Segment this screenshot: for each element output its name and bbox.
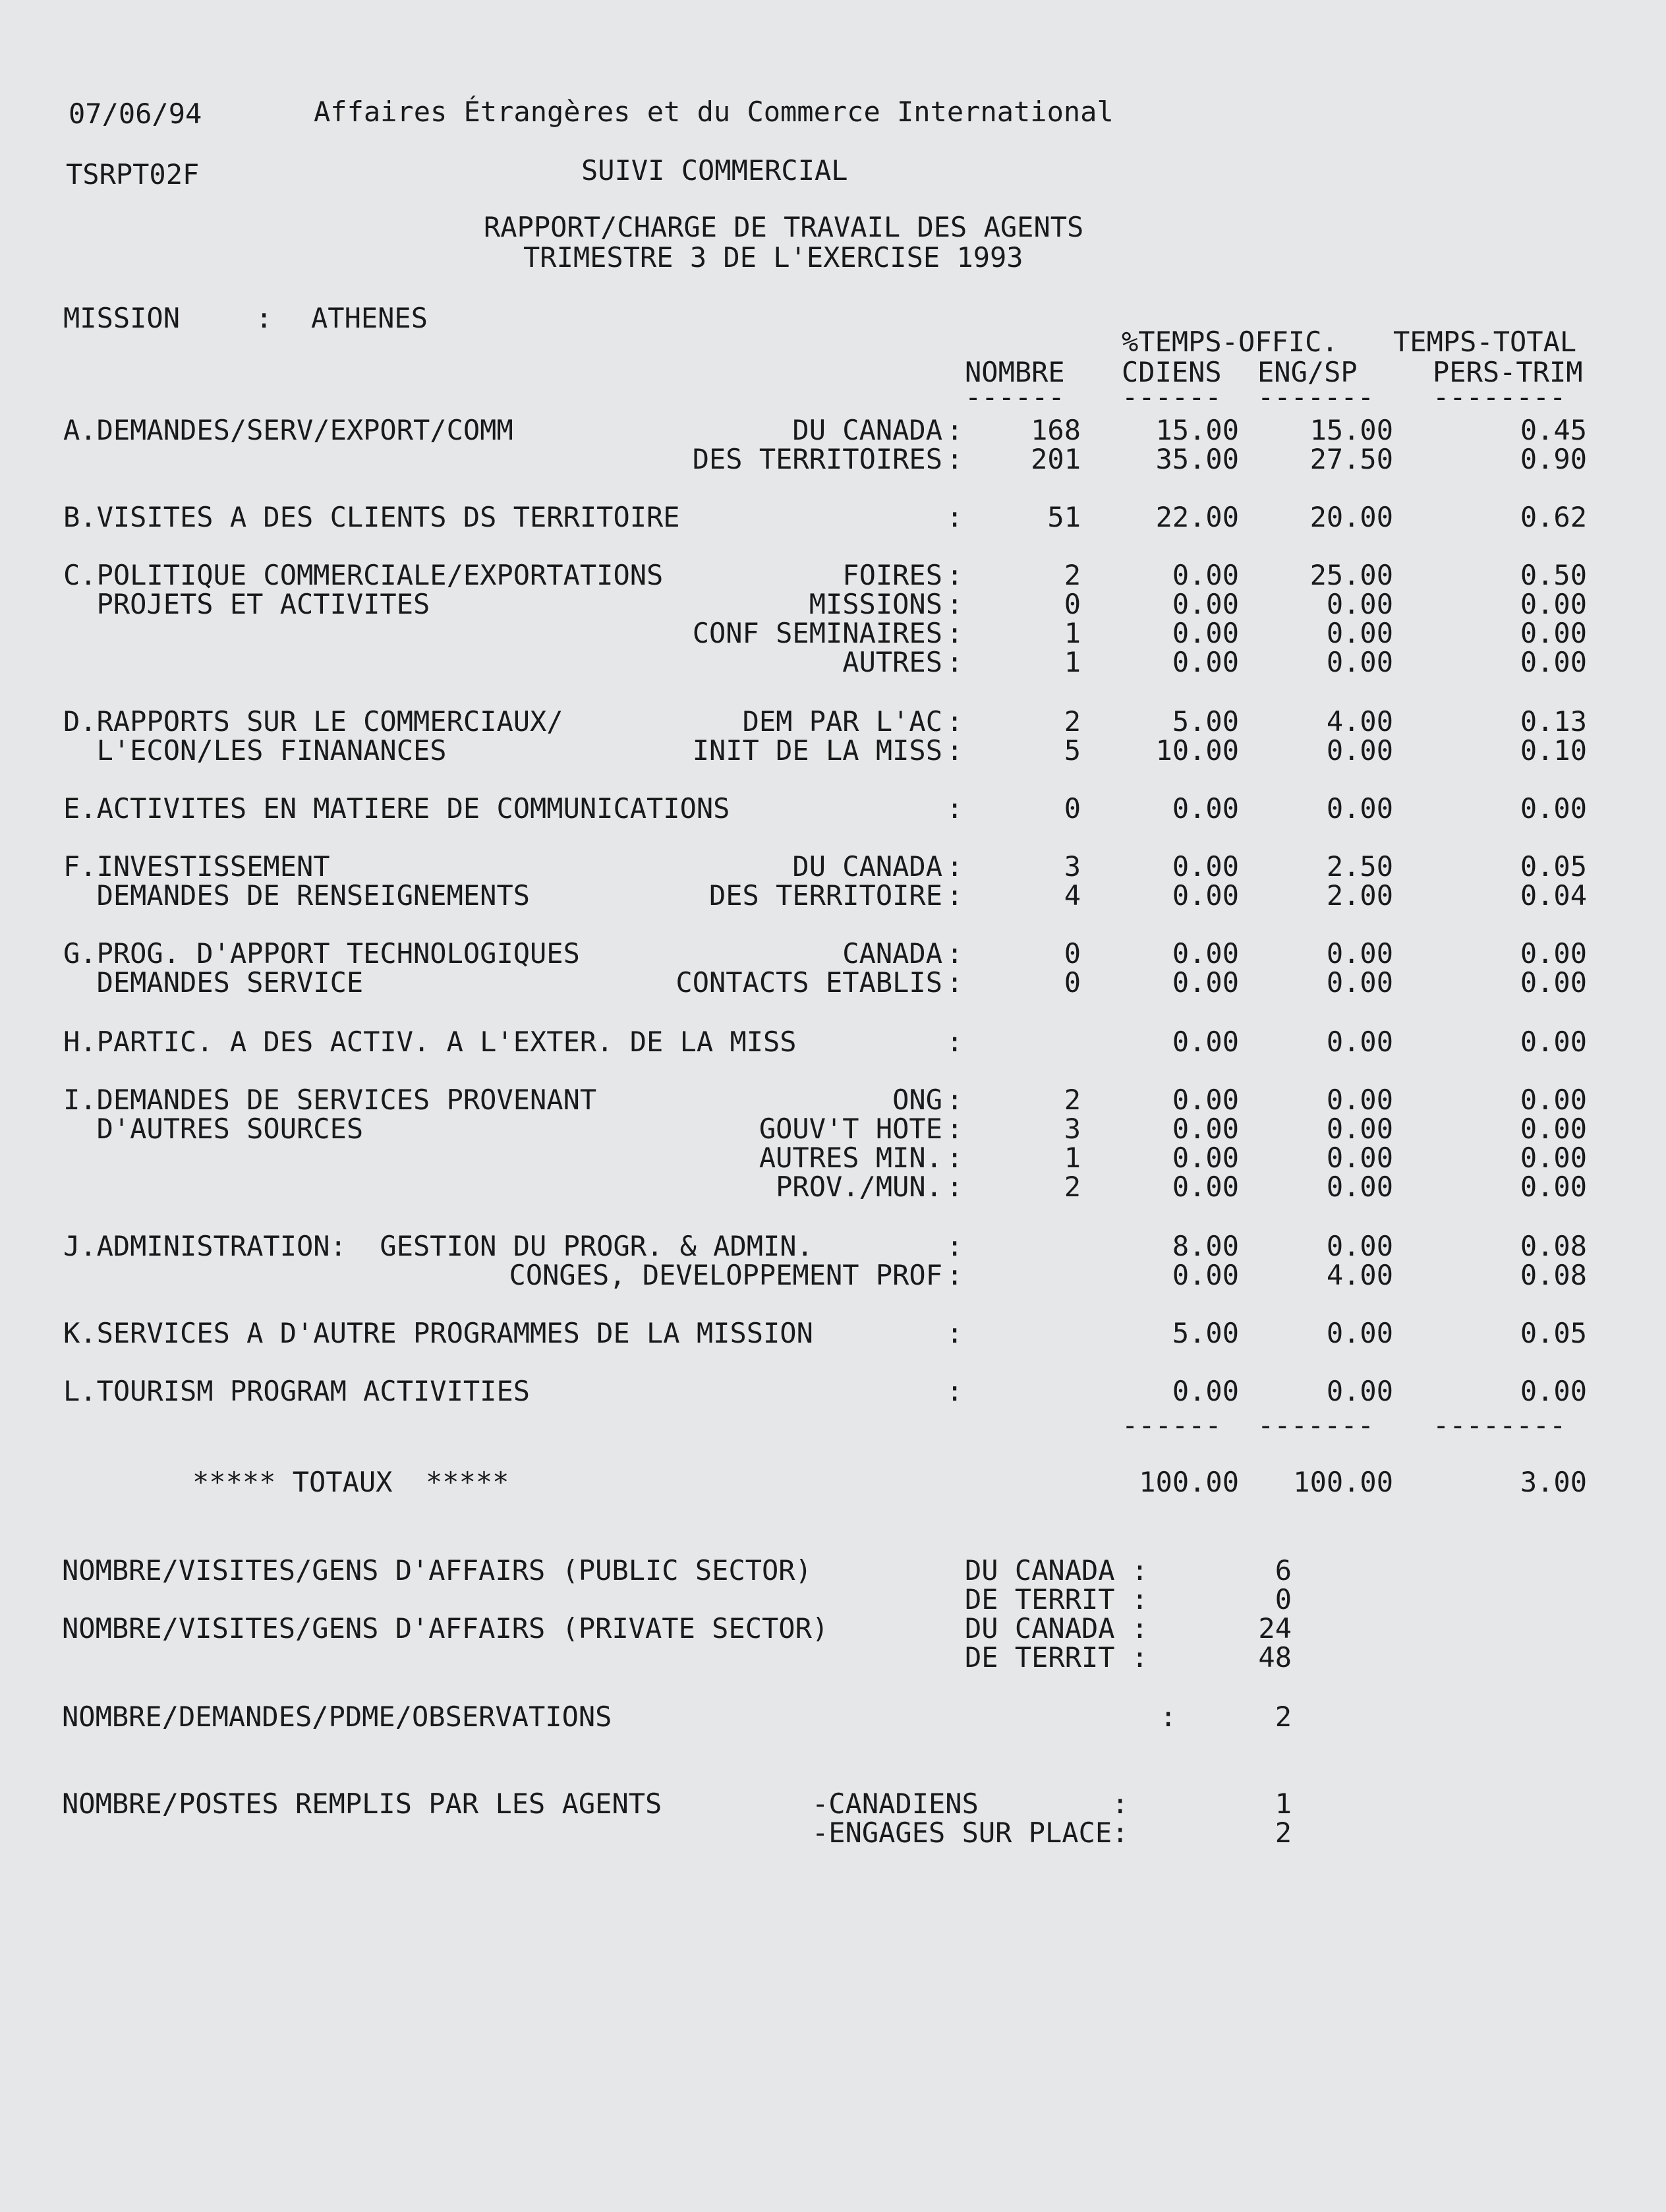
row-colon: :: [946, 559, 963, 591]
row-category: B.VISITES A DES CLIENTS DS TERRITOIRE: [63, 501, 680, 533]
mission-separator: :: [256, 302, 273, 334]
summary-sublabel: :: [1160, 1701, 1177, 1733]
row-cdiens: 8.00: [1172, 1230, 1239, 1262]
row-category: D.RAPPORTS SUR LE COMMERCIAUX/: [63, 705, 563, 738]
summary-sublabel: -CANADIENS :: [812, 1788, 1129, 1820]
row-nombre: 0: [1064, 937, 1081, 970]
dash-engsp: -------: [1257, 381, 1375, 413]
row-perstrim: 0.10: [1520, 734, 1587, 767]
row-colon: :: [946, 617, 963, 649]
summary-sublabel: DE TERRIT :: [965, 1583, 1149, 1615]
row-sublabel: AUTRES MIN.: [759, 1142, 942, 1174]
row-engsp: 0.00: [1326, 1230, 1393, 1262]
row-sublabel: GOUV'T HOTE: [759, 1113, 942, 1145]
row-engsp: 2.00: [1326, 879, 1393, 912]
row-sublabel: FOIRES: [842, 559, 942, 591]
row-nombre: 0: [1064, 588, 1081, 620]
row-category: DEMANDES DE RENSEIGNEMENTS: [63, 879, 531, 912]
row-cdiens: 0.00: [1172, 1171, 1239, 1203]
row-cdiens: 0.00: [1172, 879, 1239, 912]
column-header-nombre: NOMBRE: [965, 356, 1065, 388]
row-nombre: 1: [1064, 646, 1081, 678]
row-perstrim: 0.05: [1520, 850, 1587, 883]
row-category: PROJETS ET ACTIVITES: [63, 588, 430, 620]
summary-sublabel: -ENGAGES SUR PLACE:: [812, 1817, 1129, 1849]
row-perstrim: 0.62: [1520, 501, 1587, 533]
row-perstrim: 0.05: [1520, 1317, 1587, 1349]
row-category: D'AUTRES SOURCES: [63, 1113, 364, 1145]
row-colon: :: [946, 1230, 963, 1262]
row-nombre: 2: [1064, 1084, 1081, 1116]
row-sublabel: CONF SEMINAIRES: [692, 617, 942, 649]
report-title-line2: TRIMESTRE 3 DE L'EXERCISE 1993: [523, 241, 1023, 274]
row-engsp: 0.00: [1326, 937, 1393, 970]
row-nombre: 1: [1064, 1142, 1081, 1174]
row-engsp: 0.00: [1326, 588, 1393, 620]
row-cdiens: 0.00: [1172, 1142, 1239, 1174]
row-colon: :: [946, 414, 963, 446]
totals-dash-cdiens: ------: [1122, 1409, 1222, 1441]
summary-value: 0: [1275, 1583, 1292, 1615]
report-subtitle: SUIVI COMMERCIAL: [581, 154, 848, 187]
row-perstrim: 0.00: [1520, 646, 1587, 678]
row-category: H.PARTIC. A DES ACTIV. A L'EXTER. DE LA MISS: [63, 1026, 797, 1058]
row-colon: :: [946, 1259, 963, 1291]
summary-sublabel: DU CANADA :: [965, 1554, 1149, 1586]
row-colon: :: [946, 1113, 963, 1145]
row-colon: :: [946, 966, 963, 999]
summary-value: 6: [1275, 1554, 1292, 1586]
row-perstrim: 0.00: [1520, 1026, 1587, 1058]
row-sublabel: MISSIONS: [809, 588, 942, 620]
department-name: Affaires Étrangères et du Commerce International: [314, 96, 1114, 128]
summary-label: NOMBRE/POSTES REMPLIS PAR LES AGENTS: [62, 1788, 662, 1820]
row-category: L.TOURISM PROGRAM ACTIVITIES: [63, 1375, 531, 1407]
row-category: G.PROG. D'APPORT TECHNOLOGIQUES: [63, 937, 580, 970]
summary-value: 2: [1275, 1817, 1292, 1849]
row-nombre: 2: [1064, 705, 1081, 738]
row-engsp: 0.00: [1326, 617, 1393, 649]
row-category: J.ADMINISTRATION: GESTION DU PROGR. & ADMIN.: [63, 1230, 813, 1262]
row-engsp: 0.00: [1326, 966, 1393, 999]
row-engsp: 0.00: [1326, 1317, 1393, 1349]
summary-sublabel: DE TERRIT :: [965, 1641, 1149, 1674]
summary-value: 2: [1275, 1701, 1292, 1733]
row-perstrim: 0.13: [1520, 705, 1587, 738]
mission-label: MISSION: [63, 302, 181, 334]
row-cdiens: 0.00: [1172, 1084, 1239, 1116]
report-title-line1: RAPPORT/CHARGE DE TRAVAIL DES AGENTS: [484, 211, 1084, 243]
totals-cdiens: 100.00: [1139, 1466, 1239, 1498]
row-engsp: 0.00: [1326, 1375, 1393, 1407]
dash-nombre: ------: [965, 381, 1065, 413]
row-perstrim: 0.50: [1520, 559, 1587, 591]
row-colon: :: [946, 705, 963, 738]
row-colon: :: [946, 588, 963, 620]
row-sublabel: ONG: [892, 1084, 942, 1116]
row-sublabel: CONGES, DEVELOPPEMENT PROF: [509, 1259, 942, 1291]
dash-perstrim: --------: [1433, 381, 1566, 413]
row-cdiens: 0.00: [1172, 850, 1239, 883]
row-nombre: 3: [1064, 1113, 1081, 1145]
row-cdiens: 15.00: [1155, 414, 1239, 446]
row-engsp: 20.00: [1309, 501, 1393, 533]
row-engsp: 0.00: [1326, 734, 1393, 767]
row-sublabel: CANADA: [842, 937, 942, 970]
row-cdiens: 0.00: [1172, 588, 1239, 620]
report-date: 07/06/94: [69, 98, 202, 130]
row-cdiens: 10.00: [1155, 734, 1239, 767]
row-perstrim: 0.04: [1520, 879, 1587, 912]
row-cdiens: 0.00: [1172, 937, 1239, 970]
row-perstrim: 0.00: [1520, 1375, 1587, 1407]
row-engsp: 4.00: [1326, 705, 1393, 738]
row-sublabel: DU CANADA: [792, 850, 942, 883]
row-engsp: 0.00: [1326, 646, 1393, 678]
row-nombre: 3: [1064, 850, 1081, 883]
row-perstrim: 0.00: [1520, 966, 1587, 999]
row-engsp: 4.00: [1326, 1259, 1393, 1291]
column-header-total: TEMPS-TOTAL: [1393, 326, 1577, 358]
row-engsp: 0.00: [1326, 1113, 1393, 1145]
column-header-perstrim: PERS-TRIM: [1433, 356, 1583, 388]
row-cdiens: 0.00: [1172, 617, 1239, 649]
row-sublabel: INIT DE LA MISS: [692, 734, 942, 767]
row-nombre: 201: [1031, 443, 1081, 475]
row-nombre: 0: [1064, 792, 1081, 825]
row-cdiens: 0.00: [1172, 1375, 1239, 1407]
row-perstrim: 0.00: [1520, 1113, 1587, 1145]
row-perstrim: 0.90: [1520, 443, 1587, 475]
row-perstrim: 0.00: [1520, 588, 1587, 620]
column-header-pct: %TEMPS-OFFIC.: [1122, 326, 1338, 358]
row-nombre: 1: [1064, 617, 1081, 649]
row-category: E.ACTIVITES EN MATIERE DE COMMUNICATIONS: [63, 792, 730, 825]
row-cdiens: 0.00: [1172, 966, 1239, 999]
row-nombre: 51: [1047, 501, 1081, 533]
totals-label: ***** TOTAUX *****: [192, 1466, 509, 1498]
row-engsp: 0.00: [1326, 1026, 1393, 1058]
row-engsp: 25.00: [1309, 559, 1393, 591]
row-cdiens: 0.00: [1172, 1259, 1239, 1291]
totals-dash-perstrim: --------: [1433, 1409, 1566, 1441]
summary-label: NOMBRE/VISITES/GENS D'AFFAIRS (PRIVATE SECTOR): [62, 1612, 829, 1644]
row-category: L'ECON/LES FINANANCES: [63, 734, 447, 767]
row-perstrim: 0.08: [1520, 1230, 1587, 1262]
row-nombre: 168: [1031, 414, 1081, 446]
row-perstrim: 0.00: [1520, 1142, 1587, 1174]
row-category: A.DEMANDES/SERV/EXPORT/COMM: [63, 414, 513, 446]
row-perstrim: 0.00: [1520, 792, 1587, 825]
row-colon: :: [946, 1317, 963, 1349]
summary-value: 24: [1258, 1612, 1292, 1644]
row-perstrim: 0.00: [1520, 617, 1587, 649]
summary-label: NOMBRE/VISITES/GENS D'AFFAIRS (PUBLIC SECTOR): [62, 1554, 812, 1586]
row-category: DEMANDES SERVICE: [63, 966, 364, 999]
totals-perstrim: 3.00: [1520, 1466, 1587, 1498]
row-cdiens: 5.00: [1172, 705, 1239, 738]
row-sublabel: AUTRES: [842, 646, 942, 678]
report-code: TSRPT02F: [66, 158, 200, 190]
row-sublabel: DES TERRITOIRE: [708, 879, 942, 912]
row-cdiens: 35.00: [1155, 443, 1239, 475]
row-cdiens: 0.00: [1172, 1113, 1239, 1145]
row-sublabel: DEM PAR L'AC: [742, 705, 942, 738]
row-engsp: 0.00: [1326, 792, 1393, 825]
row-colon: :: [946, 1026, 963, 1058]
row-sublabel: PROV./MUN.: [776, 1171, 942, 1203]
row-colon: :: [946, 1375, 963, 1407]
row-nombre: 4: [1064, 879, 1081, 912]
column-header-engsp: ENG/SP: [1257, 356, 1358, 388]
totals-dash-engsp: -------: [1257, 1409, 1375, 1441]
row-colon: :: [946, 792, 963, 825]
row-sublabel: DU CANADA: [792, 414, 942, 446]
row-perstrim: 0.00: [1520, 1171, 1587, 1203]
row-category: F.INVESTISSEMENT: [63, 850, 330, 883]
row-colon: :: [946, 1084, 963, 1116]
row-colon: :: [946, 646, 963, 678]
summary-sublabel: DU CANADA :: [965, 1612, 1149, 1644]
row-cdiens: 0.00: [1172, 792, 1239, 825]
totals-engsp: 100.00: [1293, 1466, 1393, 1498]
row-perstrim: 0.00: [1520, 937, 1587, 970]
row-colon: :: [946, 879, 963, 912]
row-perstrim: 0.00: [1520, 1084, 1587, 1116]
mission-value: ATHENES: [311, 302, 428, 334]
row-colon: :: [946, 850, 963, 883]
row-colon: :: [946, 1142, 963, 1174]
row-cdiens: 5.00: [1172, 1317, 1239, 1349]
row-colon: :: [946, 1171, 963, 1203]
row-engsp: 0.00: [1326, 1084, 1393, 1116]
row-perstrim: 0.45: [1520, 414, 1587, 446]
row-colon: :: [946, 937, 963, 970]
summary-label: NOMBRE/DEMANDES/PDME/OBSERVATIONS: [62, 1701, 612, 1733]
row-cdiens: 0.00: [1172, 1026, 1239, 1058]
row-colon: :: [946, 443, 963, 475]
row-cdiens: 22.00: [1155, 501, 1239, 533]
row-nombre: 2: [1064, 559, 1081, 591]
row-category: I.DEMANDES DE SERVICES PROVENANT: [63, 1084, 597, 1116]
row-nombre: 2: [1064, 1171, 1081, 1203]
row-cdiens: 0.00: [1172, 559, 1239, 591]
summary-value: 1: [1275, 1788, 1292, 1820]
row-nombre: 5: [1064, 734, 1081, 767]
row-category: C.POLITIQUE COMMERCIALE/EXPORTATIONS: [63, 559, 664, 591]
summary-value: 48: [1258, 1641, 1292, 1674]
row-sublabel: CONTACTS ETABLIS: [675, 966, 942, 999]
dash-cdiens: ------: [1122, 381, 1222, 413]
row-engsp: 15.00: [1309, 414, 1393, 446]
row-sublabel: DES TERRITOIRES: [692, 443, 942, 475]
row-engsp: 27.50: [1309, 443, 1393, 475]
column-header-cdiens: CDIENS: [1122, 356, 1222, 388]
row-cdiens: 0.00: [1172, 646, 1239, 678]
row-category: K.SERVICES A D'AUTRE PROGRAMMES DE LA MISSION: [63, 1317, 813, 1349]
row-engsp: 0.00: [1326, 1171, 1393, 1203]
row-perstrim: 0.08: [1520, 1259, 1587, 1291]
row-colon: :: [946, 734, 963, 767]
row-engsp: 0.00: [1326, 1142, 1393, 1174]
row-nombre: 0: [1064, 966, 1081, 999]
row-engsp: 2.50: [1326, 850, 1393, 883]
row-colon: :: [946, 501, 963, 533]
